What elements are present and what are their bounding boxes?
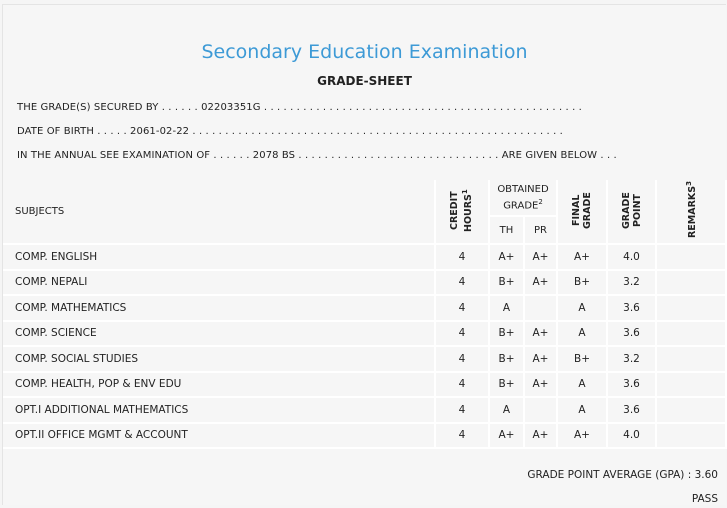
table-row (3, 346, 726, 372)
subject-cell: OPT.II OFFICE MGMT & ACCOUNT (3, 423, 435, 449)
remarks-cell (656, 397, 726, 423)
final-grade-cell: B+ (557, 346, 607, 372)
remarks-cell (656, 372, 726, 398)
final-grade-cell: A (557, 321, 607, 347)
credit-cell: 4 (435, 346, 489, 372)
remarks-cell (656, 321, 726, 347)
final-grade-header: FINAL GRADE (557, 180, 607, 244)
credit-cell: 4 (435, 397, 489, 423)
result-status: PASS (691, 493, 718, 505)
table-row (3, 372, 726, 398)
remarks-header: REMARKS$^3$ (656, 180, 726, 244)
table-row (3, 423, 726, 449)
credit-cell: 4 (435, 244, 489, 270)
page-subtitle: GRADE-SHEET (317, 74, 412, 88)
grades-table (3, 180, 727, 449)
th-grade-cell: A+ (489, 244, 524, 270)
final-grade-cell: B+ (557, 270, 607, 296)
credit-cell: 4 (435, 321, 489, 347)
th-grade-cell: B+ (489, 346, 524, 372)
th-grade-cell: A (489, 295, 524, 321)
final-grade-cell: A (557, 295, 607, 321)
student-symbol-line: THE GRADE(S) SECURED BY . . . . . . 02203351G . . . . . . . . . . . . . . . . . . . . . . . . . . . . . . . . . . . . . . . . . . . . . . . . . (17, 102, 582, 113)
final-grade-cell: A (557, 372, 607, 398)
subject-cell: COMP. HEALTH, POP & ENV EDU (3, 372, 435, 398)
grade-point-cell: 3.6 (607, 321, 656, 347)
pr-grade-cell: A+ (524, 423, 557, 449)
pr-grade-cell (524, 295, 557, 321)
th-header: TH (489, 216, 524, 244)
remarks-cell (656, 346, 726, 372)
gpa-summary: GRADE POINT AVERAGE (GPA) : 3.60 (527, 469, 718, 481)
obtained-grade-header: OBTAINED GRADE$^2$ (489, 180, 557, 216)
remarks-cell (656, 270, 726, 296)
date-of-birth-line: DATE OF BIRTH . . . . . 2061-02-22 . . . . . . . . . . . . . . . . . . . . . . . . . . . . . . . . . . . . . . . . . . . . . . . . . . . . . . . . . (17, 126, 563, 137)
subject-cell: OPT.I ADDITIONAL MATHEMATICS (3, 397, 435, 423)
pr-grade-cell: A+ (524, 244, 557, 270)
subject-cell: COMP. MATHEMATICS (3, 295, 435, 321)
table-row (3, 295, 726, 321)
credit-cell: 4 (435, 270, 489, 296)
grade-point-cell: 3.6 (607, 397, 656, 423)
final-grade-cell: A+ (557, 423, 607, 449)
grade-point-cell: 3.6 (607, 295, 656, 321)
th-grade-cell: B+ (489, 270, 524, 296)
subject-cell: COMP. SOCIAL STUDIES (3, 346, 435, 372)
pr-grade-cell: A+ (524, 321, 557, 347)
final-grade-cell: A (557, 397, 607, 423)
pr-grade-cell: A+ (524, 346, 557, 372)
grade-point-cell: 3.2 (607, 346, 656, 372)
th-grade-cell: A (489, 397, 524, 423)
pr-grade-cell: A+ (524, 372, 557, 398)
remarks-cell (656, 244, 726, 270)
grade-point-cell: 4.0 (607, 423, 656, 449)
page-title: Secondary Education Examination (201, 41, 528, 63)
table-row (3, 397, 726, 423)
credit-hours-header: CREDIT HOURS$^1$ (435, 180, 489, 244)
table-row (3, 244, 726, 270)
remarks-cell (656, 295, 726, 321)
th-grade-cell: B+ (489, 372, 524, 398)
pr-header: PR (524, 216, 557, 244)
exam-year-line: IN THE ANNUAL SEE EXAMINATION OF . . . . . . 2078 BS . . . . . . . . . . . . . . . . . . . . . . . . . . . . . . . ARE GIVEN BELOW . . . (17, 150, 617, 161)
grade-point-header: GRADE POINT (607, 180, 656, 244)
subject-cell: COMP. SCIENCE (3, 321, 435, 347)
subject-cell: COMP. NEPALI (3, 270, 435, 296)
final-grade-cell: A+ (557, 244, 607, 270)
subjects-header: SUBJECTS (3, 180, 435, 244)
remarks-cell (656, 423, 726, 449)
grade-point-cell: 3.2 (607, 270, 656, 296)
table-row (3, 270, 726, 296)
pr-grade-cell: A+ (524, 270, 557, 296)
th-grade-cell: B+ (489, 321, 524, 347)
credit-cell: 4 (435, 295, 489, 321)
table-row (3, 321, 726, 347)
subject-cell: COMP. ENGLISH (3, 244, 435, 270)
grade-sheet (2, 4, 726, 505)
grade-point-cell: 3.6 (607, 372, 656, 398)
credit-cell: 4 (435, 372, 489, 398)
th-grade-cell: A+ (489, 423, 524, 449)
pr-grade-cell (524, 397, 557, 423)
credit-cell: 4 (435, 423, 489, 449)
grade-point-cell: 4.0 (607, 244, 656, 270)
